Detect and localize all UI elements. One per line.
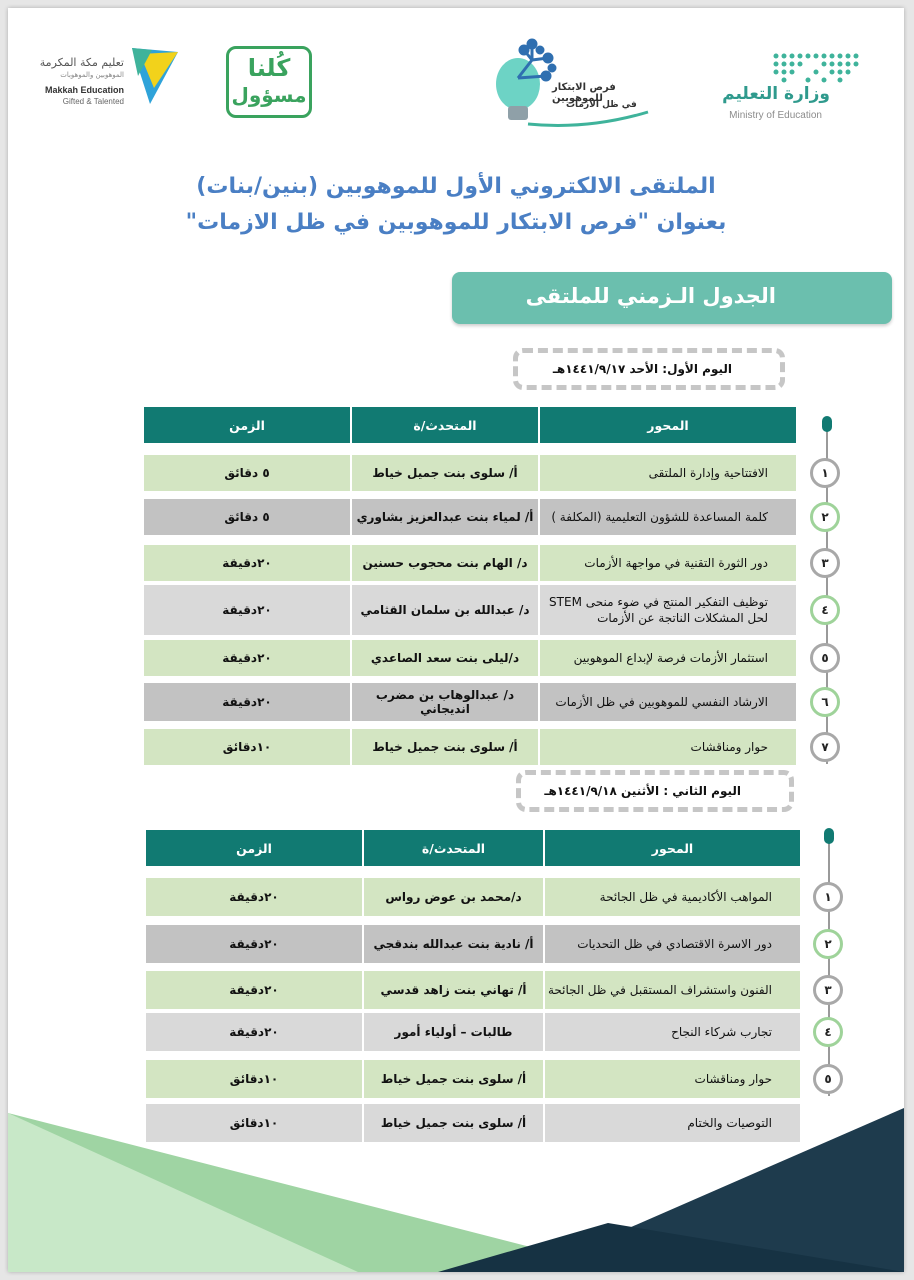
speaker-text: د/ عبدالله بن سلمان القثامي <box>360 603 530 617</box>
speaker-text: طالبات – أولياء أمور <box>394 1025 513 1039</box>
topic-text: الفنون واستشراف المستقبل في ظل الجائحة <box>548 983 772 997</box>
speaker-text: أ/ تهاني بنت زاهد قدسي <box>380 983 527 997</box>
topic-cell <box>544 1059 801 1099</box>
time-text: ٢٠دقيقة <box>222 695 272 709</box>
timeline-step-number: ٦ <box>810 687 840 717</box>
table-row <box>145 877 801 917</box>
time-text: ٥ دقائق <box>224 510 270 524</box>
speaker-text: د/ليلى بنت سعد الصاعدي <box>370 651 520 665</box>
day-one-label-box <box>513 348 785 390</box>
day-two-label-box <box>516 770 794 812</box>
time-cell <box>143 454 351 492</box>
speaker-cell <box>351 544 539 582</box>
time-cell <box>145 970 363 1010</box>
timeline-step-number: ٥ <box>810 643 840 673</box>
table-row <box>143 584 797 636</box>
kulna-line1: كُلنا <box>247 54 291 82</box>
innovation-bulb-logo <box>488 38 658 133</box>
schedule-page <box>8 8 904 1272</box>
timeline-step-number: ٣ <box>813 975 843 1005</box>
timeline-step-number: ٧ <box>810 732 840 762</box>
time-cell <box>143 584 351 636</box>
ministry-of-education-logo <box>720 48 870 128</box>
column-header-label: المحور <box>647 417 689 433</box>
table-header-row <box>145 829 801 867</box>
topic-text: الافتتاحية وإدارة الملتقى <box>648 466 768 480</box>
dots-pattern-icon <box>768 50 862 84</box>
topic-cell <box>544 970 801 1010</box>
timeline-step-number: ١ <box>813 882 843 912</box>
topic-cell <box>539 454 797 492</box>
table-row <box>145 970 801 1010</box>
time-text: ١٠دقائق <box>222 740 272 754</box>
column-header-topic <box>539 406 797 444</box>
kulna-line2: مسؤول <box>231 83 307 107</box>
timeline-step-number: ٢ <box>813 929 843 959</box>
timeline-step-number: ٥ <box>813 1064 843 1094</box>
time-text: ٢٠دقيقة <box>229 1025 279 1039</box>
timeline-step-number: ٢ <box>810 502 840 532</box>
table-row <box>143 454 797 492</box>
timeline-top-marker <box>824 828 834 844</box>
makkah-emblem-icon <box>132 48 180 108</box>
makkah-english-name: Makkah Education <box>44 85 124 95</box>
table-row <box>143 682 797 722</box>
bulb-logo-line1: فرص الابتكار للموهوبين <box>552 82 616 104</box>
topic-cell <box>544 877 801 917</box>
timeline-step-number: ١ <box>810 458 840 488</box>
time-text: ٢٠دقيقة <box>222 603 272 617</box>
topic-text: كلمة المساعدة للشؤون التعليمية (المكلفة ) <box>551 510 768 524</box>
speaker-text: د/محمد بن عوض رواس <box>385 890 522 904</box>
day-two-label: اليوم الثاني : الأثنين ١٤٤١/٩/١٨هـ <box>544 784 741 798</box>
time-text: ٥ دقائق <box>224 466 270 480</box>
time-cell <box>143 682 351 722</box>
timeline-line <box>828 838 830 1096</box>
schedule-banner-label: الجدول الـزمني للملتقى <box>525 284 776 308</box>
time-cell <box>145 1059 363 1099</box>
moe-arabic-name: وزارة التعليم <box>722 84 830 104</box>
topic-text: الارشاد النفسي للموهوبين في ظل الأزمات <box>555 695 768 709</box>
table-row <box>143 544 797 582</box>
speaker-cell <box>363 970 544 1010</box>
topic-text: دور الاسرة الاقتصادي في ظل التحديات <box>577 937 772 951</box>
topic-text: حوار ومناقشات <box>694 1072 772 1086</box>
timeline-top-marker <box>822 416 832 432</box>
makkah-arabic-sub: الموهوبين والموهوبات <box>60 71 124 79</box>
topic-cell <box>544 1012 801 1052</box>
topic-cell <box>539 682 797 722</box>
time-cell <box>145 1012 363 1052</box>
moe-english-name: Ministry of Education <box>729 110 822 121</box>
table-row <box>143 728 797 766</box>
topic-cell <box>544 924 801 964</box>
time-text: ١٠دقائق <box>229 1116 279 1130</box>
topic-text: التوصيات والختام <box>687 1116 772 1130</box>
table-row <box>145 924 801 964</box>
topic-cell <box>539 584 797 636</box>
table-row <box>143 639 797 677</box>
day-one-label: اليوم الأول: الأحد ١٤٤١/٩/١٧هـ <box>552 362 732 376</box>
topic-cell <box>539 639 797 677</box>
kulna-masool-logo <box>226 46 312 118</box>
speaker-text: د/ عبدالوهاب بن مضرب انديجاني <box>375 688 515 716</box>
column-header-label: المحور <box>651 840 694 856</box>
speaker-cell <box>363 1059 544 1099</box>
topic-cell <box>539 728 797 766</box>
time-text: ١٠دقائق <box>229 1072 279 1086</box>
topic-text: دور الثورة التقنية في مواجهة الأزمات <box>584 556 768 570</box>
topic-text: حوار ومناقشات <box>690 740 768 754</box>
topic-cell <box>539 544 797 582</box>
topic-text: استثمار الأزمات فرصة لإبداع الموهوبين <box>573 651 768 665</box>
time-cell <box>143 728 351 766</box>
page-subtitle: بعنوان "فرص الابتكار للموهوبين في ظل الازمات" <box>185 210 727 235</box>
speaker-cell <box>351 682 539 722</box>
timeline-step-number: ٤ <box>810 595 840 625</box>
topic-cell <box>544 1103 801 1143</box>
time-cell <box>145 924 363 964</box>
speaker-cell <box>351 454 539 492</box>
speaker-cell <box>363 1103 544 1143</box>
timeline-step-number: ٣ <box>810 548 840 578</box>
topic-text: توظيف التفكير المنتج في ضوء منحى STEM لحل المشكلات الناتجة عن الأزمات <box>549 595 768 625</box>
speaker-text: أ/ نادية بنت عبدالله بندقجي <box>373 937 534 951</box>
table-row <box>143 498 797 536</box>
speaker-cell <box>363 877 544 917</box>
column-header-label: الزمن <box>229 417 265 433</box>
makkah-arabic-name: تعليم مكة المكرمة <box>39 56 124 69</box>
topic-cell <box>539 498 797 536</box>
time-cell <box>143 544 351 582</box>
table-row <box>145 1012 801 1052</box>
speaker-cell <box>363 924 544 964</box>
page-title: الملتقى الالكتروني الأول للموهوبين (بنين/بنات) <box>196 174 716 199</box>
column-header-topic <box>544 829 801 867</box>
speaker-cell <box>351 584 539 636</box>
table-row <box>145 1103 801 1143</box>
speaker-text: أ/ سلوى بنت جميل خياط <box>372 466 518 480</box>
time-cell <box>145 1103 363 1143</box>
schedule-banner <box>452 272 892 324</box>
speaker-cell <box>363 1012 544 1052</box>
timeline-step-number: ٤ <box>813 1017 843 1047</box>
column-header-speaker <box>363 829 544 867</box>
makkah-education-logo <box>39 48 188 112</box>
table-row <box>145 1059 801 1099</box>
bulb-logo-line2: في ظل الأزمات <box>566 100 637 110</box>
time-cell <box>145 877 363 917</box>
speaker-text: أ/ سلوى بنت جميل خياط <box>372 740 518 754</box>
time-text: ٢٠دقيقة <box>222 556 272 570</box>
column-header-label: المتحدث/ة <box>421 840 486 856</box>
column-header-speaker <box>351 406 539 444</box>
speaker-text: أ/ لمياء بنت عبدالعزيز بشاوري <box>356 510 534 524</box>
time-text: ٢٠دقيقة <box>222 651 272 665</box>
speaker-text: د/ الهام بنت محجوب حسنين <box>362 556 528 570</box>
speaker-cell <box>351 498 539 536</box>
speaker-text: أ/ سلوى بنت جميل خياط <box>380 1116 527 1130</box>
makkah-english-sub: Gifted & Talented <box>62 97 124 106</box>
column-header-label: المتحدث/ة <box>413 417 477 433</box>
time-text: ٢٠دقيقة <box>229 937 279 951</box>
speaker-cell <box>351 639 539 677</box>
topic-text: تجارب شركاء النجاح <box>671 1025 772 1039</box>
column-header-time <box>145 829 363 867</box>
time-cell <box>143 498 351 536</box>
time-text: ٢٠دقيقة <box>229 983 279 997</box>
column-header-label: الزمن <box>236 840 272 856</box>
table-header-row <box>143 406 797 444</box>
speaker-text: أ/ سلوى بنت جميل خياط <box>380 1072 527 1086</box>
speaker-cell <box>351 728 539 766</box>
time-cell <box>143 639 351 677</box>
topic-text: المواهب الأكاديمية في ظل الجائحة <box>599 890 772 904</box>
time-text: ٢٠دقيقة <box>229 890 279 904</box>
column-header-time <box>143 406 351 444</box>
